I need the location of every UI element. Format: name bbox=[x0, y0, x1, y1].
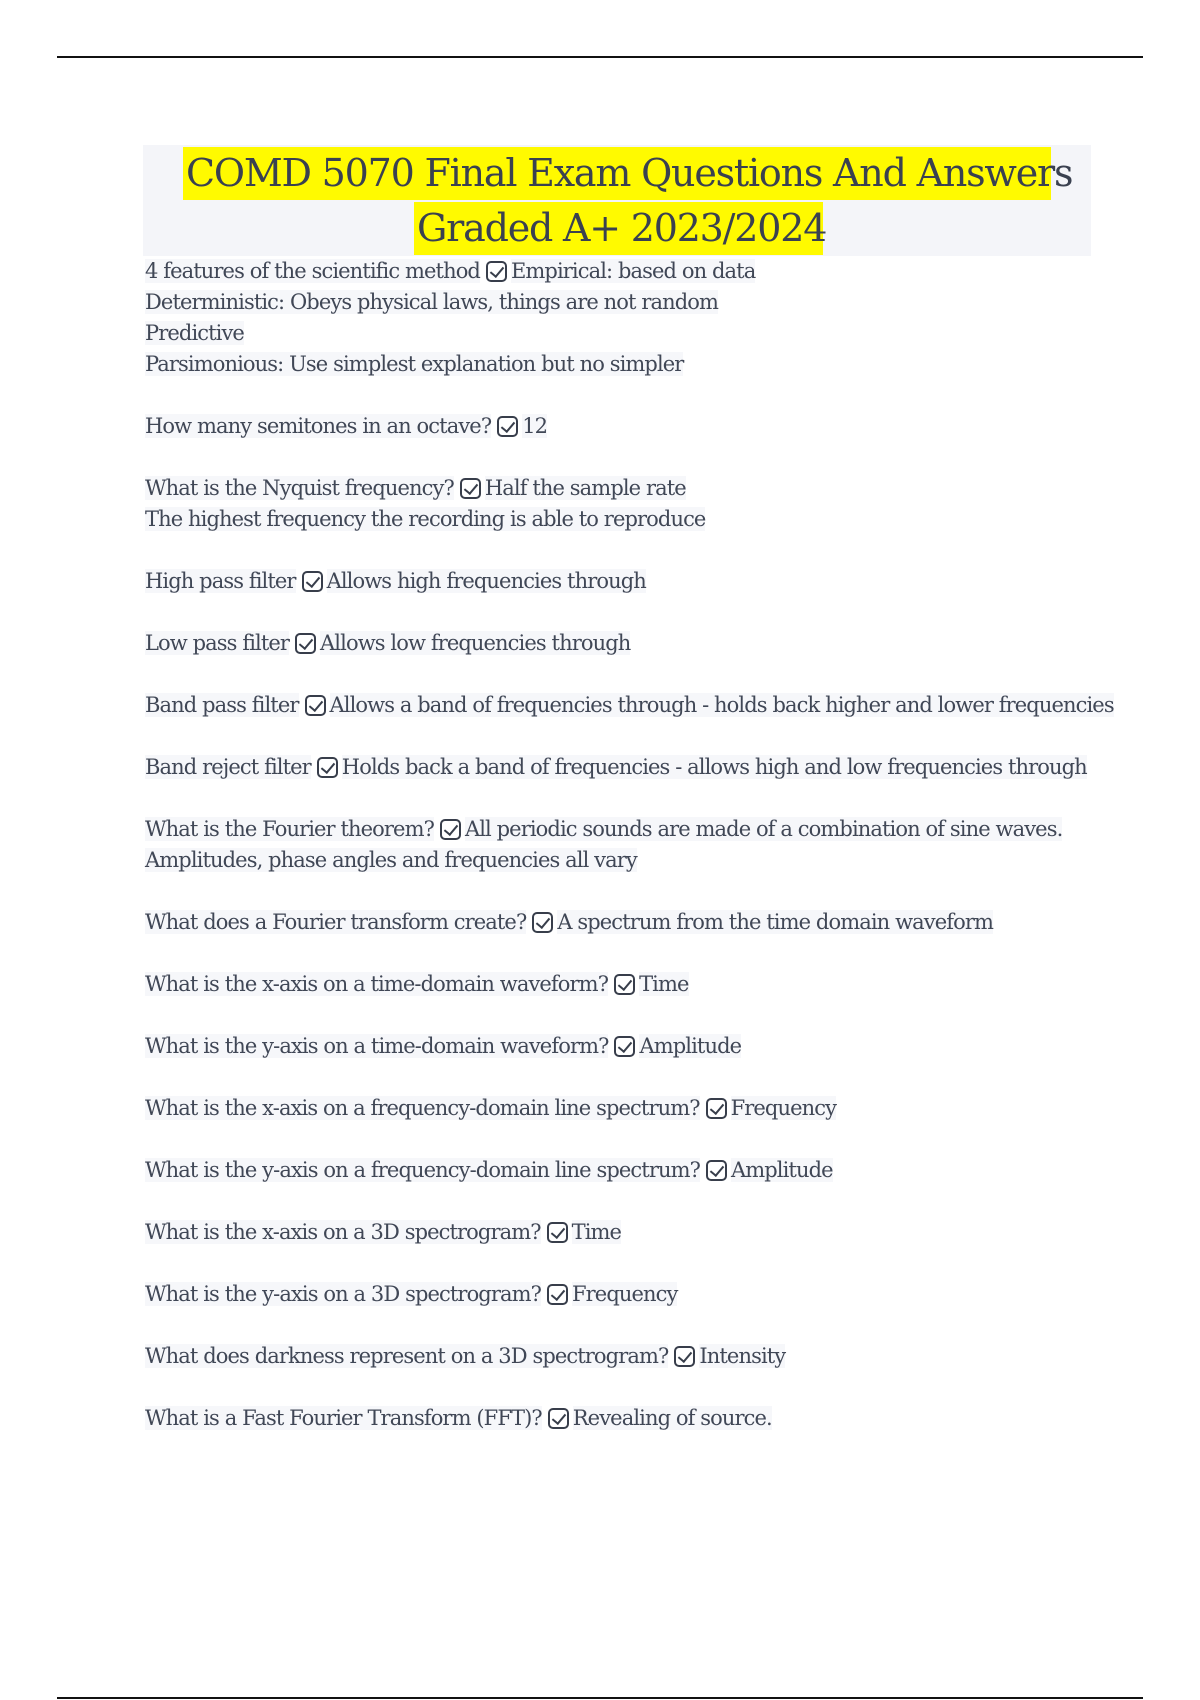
question-text: What is the x-axis on a 3D spectrogram? bbox=[145, 1220, 541, 1244]
qa-item bbox=[145, 566, 1105, 597]
answer-continuation-line bbox=[145, 349, 1105, 380]
question-text: What does darkness represent on a 3D spectrogram? bbox=[145, 1344, 669, 1368]
qa-item bbox=[145, 1031, 1105, 1062]
question-text: What is the Nyquist frequency? bbox=[145, 476, 454, 500]
qa-item bbox=[145, 752, 1105, 783]
answer-text: Frequency bbox=[730, 1096, 837, 1120]
qa-item bbox=[145, 1217, 1105, 1248]
answer-text: Intensity bbox=[699, 1344, 786, 1368]
qa-item bbox=[145, 256, 1105, 380]
question-text: 4 features of the scientific method bbox=[145, 259, 480, 283]
qa-first-line bbox=[145, 1279, 1105, 1310]
answer-continuation-line bbox=[145, 318, 1105, 349]
question-text: What is the Fourier theorem? bbox=[145, 817, 434, 841]
qa-first-line bbox=[145, 566, 1105, 597]
qa-first-line bbox=[145, 1155, 1105, 1186]
answer-text: All periodic sounds are made of a combination of sine waves. bbox=[464, 817, 1063, 841]
checkbox-checked-icon bbox=[614, 974, 635, 995]
qa-item bbox=[145, 1155, 1105, 1186]
answer-text: Amplitude bbox=[730, 1158, 833, 1182]
answer-text: Allows high frequencies through bbox=[326, 569, 646, 593]
answer-text: Frequency bbox=[572, 1282, 678, 1306]
qa-first-line bbox=[145, 690, 1114, 721]
qa-first-line bbox=[145, 1403, 1105, 1434]
qa-item bbox=[145, 411, 1105, 442]
checkbox-checked-icon bbox=[532, 912, 553, 933]
checkbox-checked-icon bbox=[295, 633, 316, 654]
checkbox-checked-icon bbox=[305, 695, 326, 716]
top-rule bbox=[57, 56, 1143, 58]
qa-first-line bbox=[145, 814, 1105, 845]
answer-text: Amplitudes, phase angles and frequencies all vary bbox=[145, 848, 637, 872]
qa-item bbox=[145, 907, 1105, 938]
qa-first-line bbox=[145, 1031, 1105, 1062]
checkbox-checked-icon bbox=[460, 478, 481, 499]
question-text: High pass filter bbox=[145, 569, 296, 593]
checkbox-checked-icon bbox=[706, 1098, 727, 1119]
checkbox-checked-icon bbox=[547, 1284, 568, 1305]
answer-text: 12 bbox=[522, 414, 548, 438]
question-text: Band reject filter bbox=[145, 755, 311, 779]
checkbox-checked-icon bbox=[674, 1346, 695, 1367]
checkbox-checked-icon bbox=[706, 1160, 727, 1181]
answer-text: Parsimonious: Use simplest explanation but no simpler bbox=[145, 352, 684, 376]
answer-text: Half the sample rate bbox=[484, 476, 686, 500]
answer-text: Empirical: based on data bbox=[510, 259, 756, 283]
answer-continuation-line bbox=[145, 845, 1105, 876]
qa-first-line bbox=[145, 1093, 1105, 1124]
qa-item bbox=[145, 814, 1105, 876]
answer-text: Time bbox=[571, 1220, 622, 1244]
question-text: What is the x-axis on a frequency-domain line spectrum? bbox=[145, 1096, 700, 1120]
checkbox-checked-icon bbox=[614, 1036, 635, 1057]
answer-continuation-line bbox=[145, 504, 1105, 535]
answer-text: The highest frequency the recording is able to reproduce bbox=[145, 507, 706, 531]
answer-text: Allows a band of frequencies through - holds back higher and lower frequencies bbox=[329, 693, 1114, 717]
checkbox-checked-icon bbox=[302, 571, 323, 592]
answer-text: Allows low frequencies through bbox=[320, 631, 631, 655]
qa-item bbox=[145, 628, 1105, 659]
qa-item bbox=[145, 1403, 1105, 1434]
qa-first-line bbox=[145, 411, 1105, 442]
question-text: What does a Fourier transform create? bbox=[145, 910, 527, 934]
answer-text: Deterministic: Obeys physical laws, things are not random bbox=[145, 290, 719, 314]
answer-text: Predictive bbox=[145, 321, 244, 345]
question-text: How many semitones in an octave? bbox=[145, 414, 492, 438]
checkbox-checked-icon bbox=[440, 819, 461, 840]
checkbox-checked-icon bbox=[317, 757, 338, 778]
qa-first-line bbox=[145, 1341, 1105, 1372]
checkbox-checked-icon bbox=[548, 1408, 569, 1429]
qa-first-line bbox=[145, 473, 1105, 504]
question-text: What is the y-axis on a time-domain waveform? bbox=[145, 1034, 609, 1058]
qa-item bbox=[145, 1341, 1105, 1372]
checkbox-checked-icon bbox=[497, 416, 518, 437]
qa-item bbox=[145, 473, 1105, 535]
question-text: What is the y-axis on a 3D spectrogram? bbox=[145, 1282, 541, 1306]
qa-first-line bbox=[145, 907, 1105, 938]
qa-first-line bbox=[145, 628, 1105, 659]
title-block bbox=[143, 145, 1091, 256]
question-text: Low pass filter bbox=[145, 631, 290, 655]
qa-item bbox=[145, 969, 1105, 1000]
question-text: Band pass filter bbox=[145, 693, 299, 717]
answer-text: Time bbox=[639, 972, 689, 996]
qa-first-line bbox=[145, 969, 1105, 1000]
answer-text: Holds back a band of frequencies - allows high and low frequencies through bbox=[341, 755, 1087, 779]
qa-item bbox=[145, 1279, 1105, 1310]
document-title-line-1: COMD 5070 Final Exam Questions And Answers bbox=[183, 147, 1051, 200]
question-text: What is the x-axis on a time-domain waveform? bbox=[145, 972, 609, 996]
checkbox-checked-icon bbox=[547, 1222, 568, 1243]
qa-item bbox=[145, 1093, 1105, 1124]
question-text: What is the y-axis on a frequency-domain line spectrum? bbox=[145, 1158, 700, 1182]
qa-first-line bbox=[145, 752, 1105, 783]
answer-continuation-line bbox=[145, 287, 1105, 318]
bottom-rule bbox=[57, 1697, 1143, 1699]
qa-first-line bbox=[145, 1217, 1105, 1248]
qa-list bbox=[145, 256, 1114, 1465]
answer-text: A spectrum from the time domain waveform bbox=[557, 910, 994, 934]
checkbox-checked-icon bbox=[486, 261, 507, 282]
answer-text: Amplitude bbox=[639, 1034, 742, 1058]
qa-item bbox=[145, 690, 1114, 721]
document-title-line-2: Graded A+ 2023/2024 bbox=[414, 202, 823, 255]
answer-text: Revealing of source. bbox=[572, 1406, 772, 1430]
question-text: What is a Fast Fourier Transform (FFT)? bbox=[145, 1406, 542, 1430]
qa-first-line bbox=[145, 256, 1105, 287]
